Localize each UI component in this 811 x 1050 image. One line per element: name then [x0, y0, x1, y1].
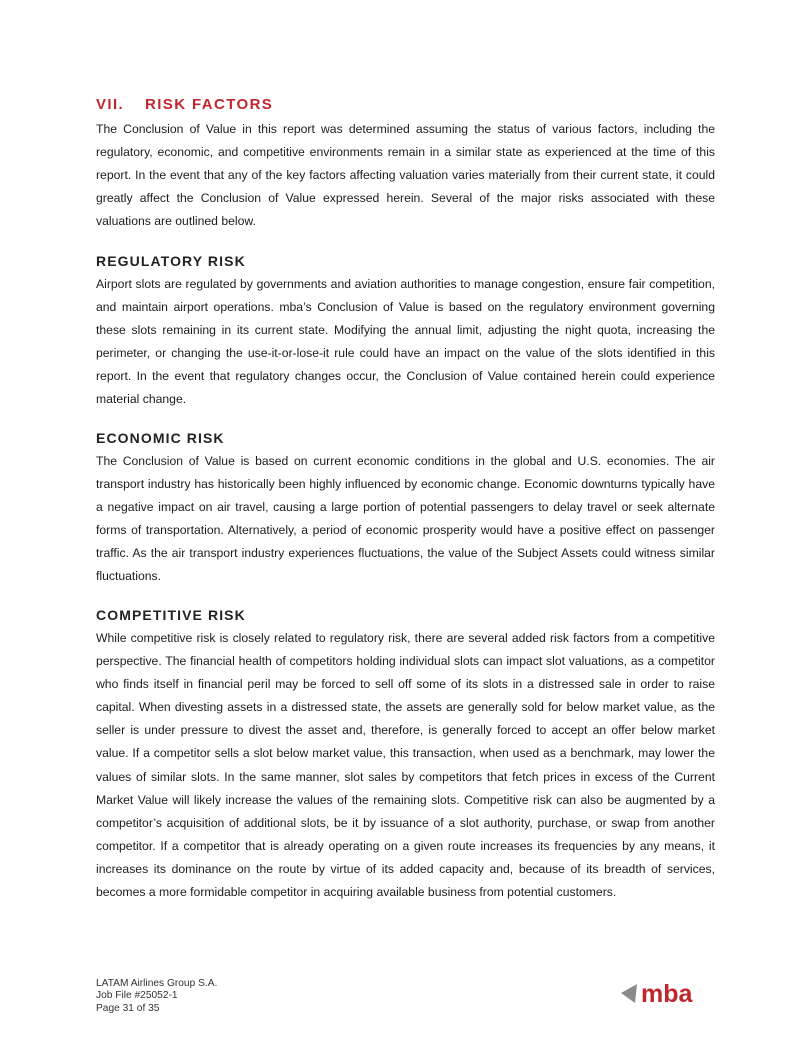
regulatory-risk-paragraph: Airport slots are regulated by governments and aviation authorities to manage congestion, ensure fair competition, and maintain airport operations. mba’s Conclusion of Value is based on the regulatory environment governing these slots remaining in its current state. Modifying the annual limit, adjusting the night quota, increasing the perimeter, or changing the use-it-or-lose-it rule could have an impact on the value of the slots identified in this report. In the event that regulatory changes occur, the Conclusion of Value contained herein could experience material change.: [96, 277, 715, 407]
page-footer: [96, 978, 217, 1015]
logo-mark-icon: [621, 984, 637, 1003]
report-page: [96, 0, 715, 1050]
section-title: [96, 96, 273, 113]
section-title-text: RISK FACTORS: [145, 96, 274, 113]
competitive-risk-paragraph: While competitive risk is closely related to regulatory risk, there are several added risk factors from a competitive perspective. The financial health of competitors holding individual slots can impact slot valuations, as a competitor who finds itself in financial peril may be forced to sell off some of its slots in a distressed sale in order to raise capital. When divesting assets in a distressed state, the assets are generally sold for below market value, as the seller is under pressure to divest the asset and, therefore, is generally forced to accept an offer below market value. If a competitor sells a slot below market value, this transaction, when used as a benchmark, may lower the values of similar slots. In the same manner, slot sales by competitors that fetch prices in excess of the Current Market Value will likely increase the values of the remaining slots. Competitive risk can also be augmented by a competitor’s acquisition of additional slots, be it by issuance of a slot authority, purchase, or swap from another competitor. If a competitor that is already operating on a given route increases its frequencies by any means, it increases its dominance on the route by virtue of its added capacity and, because of its breadth of services, becomes a more formidable competitor in acquiring available business from potential customers.: [96, 631, 715, 900]
economic-risk-paragraph: The Conclusion of Value is based on current economic conditions in the global and U.S. economies. The air transport industry has historically been highly influenced by economic change. Economic downturns typically have a negative impact on air travel, causing a large portion of potential passengers to delay travel or seek alternate forms of transportation. Alternatively, a period of economic prosperity would have a positive effect on passenger traffic. As the air transport industry experiences fluctuations, the value of the Subject Assets could witness similar fluctuations.: [96, 454, 715, 584]
section-number: VII.: [96, 96, 125, 113]
logo-wordmark: mba: [641, 981, 693, 1005]
mba-logo: [619, 981, 715, 1005]
regulatory-risk-heading: REGULATORY RISK: [96, 253, 246, 269]
intro-paragraph: The Conclusion of Value in this report was determined assuming the status of various factors, including the regulatory, economic, and competitive environments remain in a similar state as experienced at the time of this report. In the event that any of the key factors affecting valuation varies materially from their current state, it could greatly affect the Conclusion of Value expressed herein. Several of the major risks associated with these valuations are outlined below.: [96, 122, 715, 229]
economic-risk-heading: ECONOMIC RISK: [96, 430, 225, 446]
footer-page-number: Page 31 of 35: [96, 1002, 160, 1014]
footer-company: LATAM Airlines Group S.A.: [96, 978, 218, 989]
footer-job-file: Job File #25052-1: [96, 990, 178, 1002]
competitive-risk-heading: COMPETITIVE RISK: [96, 607, 246, 623]
